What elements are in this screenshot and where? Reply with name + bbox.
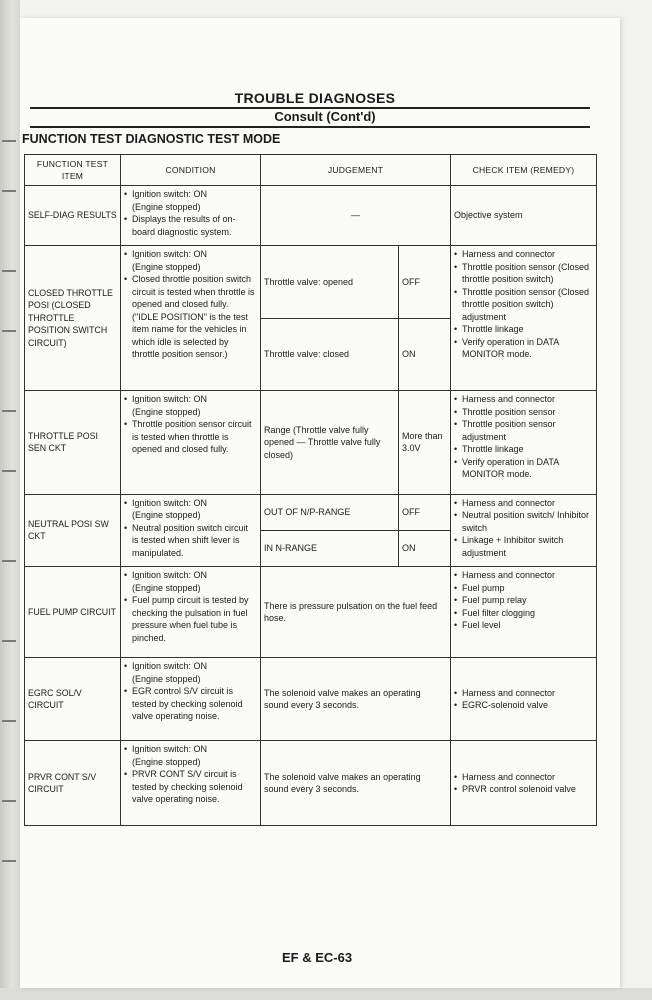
condition-text: Ignition switch: ON <box>132 570 208 581</box>
subtitle-rule <box>30 126 590 128</box>
judgement-cell: OUT OF N/P-RANGE <box>261 494 399 530</box>
value-cell: OFF <box>399 494 451 530</box>
check-text: • Fuel level <box>454 619 593 632</box>
function-test-table <box>24 154 597 826</box>
page-subtitle: Consult (Cont'd) <box>274 109 376 124</box>
table-row <box>25 186 597 246</box>
section-heading: FUNCTION TEST DIAGNOSTIC TEST MODE <box>22 132 281 146</box>
condition-text: • Closed throttle position switch circuit is tested when throttle is opened and closed fully. ("IDLE POSITION" is the test item name for the vehicles in which idle is selected by throttle position sensor.) <box>124 273 257 361</box>
check-text: • EGRC-solenoid valve <box>454 699 593 712</box>
condition-text: (Engine stopped) <box>132 673 201 684</box>
table-row <box>25 658 597 741</box>
check-cell <box>451 391 597 495</box>
condition-text: • Displays the results of on-board diagnostic system. <box>124 213 257 238</box>
table-surface <box>0 988 652 1000</box>
check-text: • Throttle linkage <box>454 443 593 456</box>
test-item: THROTTLE POSI SEN CKT <box>25 391 121 495</box>
judgement-cell: There is pressure pulsation on the fuel feed hose. <box>261 567 451 658</box>
check-text: • Verify operation in DATA MONITOR mode. <box>454 456 593 481</box>
column-header-item: FUNCTION TEST ITEM <box>25 155 121 186</box>
condition-cell <box>121 186 261 246</box>
condition-text: Ignition switch: ON <box>132 189 208 199</box>
check-text: • Harness and connector <box>454 497 593 510</box>
column-header-check: CHECK ITEM (REMEDY) <box>451 155 597 186</box>
check-cell <box>451 494 597 566</box>
check-text: • Verify operation in DATA MONITOR mode. <box>454 336 593 361</box>
column-header-judgement: JUDGEMENT <box>261 155 451 186</box>
check-text: • Fuel filter clogging <box>454 607 593 620</box>
condition-text: • PRVR CONT S/V circuit is tested by checking solenoid valve operating noise. <box>124 768 257 806</box>
column-header-condition: CONDITION <box>121 155 261 186</box>
condition-text: • Neutral position switch circuit is tested when shift lever is manipulated. <box>124 522 257 560</box>
condition-text: • EGR control S/V circuit is tested by checking solenoid valve operating noise. <box>124 685 257 723</box>
check-text: • Throttle position sensor (Closed throttle position switch) <box>454 261 593 286</box>
page-number: EF & EC-63 <box>282 950 353 965</box>
check-cell <box>451 658 597 741</box>
condition-text: • Fuel pump circuit is tested by checking the pulsation in fuel pressure when fuel tube is pinched. <box>124 594 257 644</box>
condition-text: Ignition switch: ON <box>132 394 208 405</box>
test-item: FUEL PUMP CIRCUIT <box>25 567 121 658</box>
table-row <box>25 391 597 495</box>
test-item: PRVR CONT S/V CIRCUIT <box>25 741 121 826</box>
condition-text: (Engine stopped) <box>132 510 201 521</box>
manual-page <box>20 18 620 988</box>
condition-text: Ignition switch: ON <box>132 497 208 508</box>
condition-cell <box>121 246 261 391</box>
table-row <box>25 494 597 530</box>
value-cell: OFF <box>399 246 451 318</box>
test-item: SELF-DIAG RESULTS <box>25 186 121 246</box>
check-cell <box>451 567 597 658</box>
check-text: • Harness and connector <box>454 569 593 582</box>
judgement-cell: Range (Throttle valve fully opened — Throttle valve fully closed) <box>261 391 399 495</box>
table-header-row <box>25 155 597 186</box>
test-item: CLOSED THROTTLE POSI (CLOSED THROTTLE POSITION SWITCH CIRCUIT) <box>25 246 121 391</box>
condition-cell <box>121 391 261 495</box>
check-text: • PRVR control solenoid valve <box>454 783 593 796</box>
check-text: • Neutral position switch/ Inhibitor switch <box>454 509 593 534</box>
condition-text: (Engine stopped) <box>132 201 201 212</box>
check-cell <box>451 246 597 391</box>
condition-text: Ignition switch: ON <box>132 744 208 755</box>
value-cell: ON <box>399 318 451 390</box>
judgement-cell: The solenoid valve makes an operating sound every 3 seconds. <box>261 741 451 826</box>
condition-text: • Throttle position sensor circuit is tested when throttle is opened and closed fully. <box>124 418 257 456</box>
value-cell: More than 3.0V <box>399 391 451 495</box>
condition-text: (Engine stopped) <box>132 261 201 272</box>
page-title: TROUBLE DIAGNOSES <box>234 90 396 106</box>
judgement-cell: — <box>261 186 451 246</box>
judgement-cell: The solenoid valve makes an operating sound every 3 seconds. <box>261 658 451 741</box>
check-text: • Harness and connector <box>454 393 593 406</box>
condition-cell <box>121 741 261 826</box>
table-row <box>25 246 597 318</box>
check-text: • Throttle linkage <box>454 323 593 336</box>
test-item: EGRC SOL/V CIRCUIT <box>25 658 121 741</box>
check-text: • Throttle position sensor (Closed throttle position switch) adjustment <box>454 286 593 324</box>
condition-cell <box>121 494 261 566</box>
check-text: • Harness and connector <box>454 771 593 784</box>
condition-cell <box>121 658 261 741</box>
check-cell <box>451 741 597 826</box>
condition-text: Ignition switch: ON <box>132 661 208 672</box>
condition-text: (Engine stopped) <box>132 756 201 767</box>
condition-text: (Engine stopped) <box>132 406 201 417</box>
condition-cell <box>121 567 261 658</box>
adjacent-page-edge <box>0 0 20 1000</box>
test-item: NEUTRAL POSI SW CKT <box>25 494 121 566</box>
condition-text: Ignition switch: ON <box>132 249 208 260</box>
judgement-cell: IN N-RANGE <box>261 530 399 566</box>
check-text: • Harness and connector <box>454 248 593 261</box>
check-text: • Throttle position sensor <box>454 406 593 419</box>
check-cell: Objective system <box>451 186 597 246</box>
judgement-cell: Throttle valve: opened <box>261 246 399 318</box>
check-text: • Fuel pump relay <box>454 594 593 607</box>
check-text: • Harness and connector <box>454 687 593 700</box>
condition-text: (Engine stopped) <box>132 582 201 593</box>
table-row <box>25 741 597 826</box>
check-text: • Fuel pump <box>454 582 593 595</box>
check-text: • Throttle position sensor adjustment <box>454 418 593 443</box>
value-cell: ON <box>399 530 451 566</box>
table-row <box>25 567 597 658</box>
judgement-cell: Throttle valve: closed <box>261 318 399 390</box>
check-text: • Linkage + Inhibitor switch adjustment <box>454 534 593 559</box>
